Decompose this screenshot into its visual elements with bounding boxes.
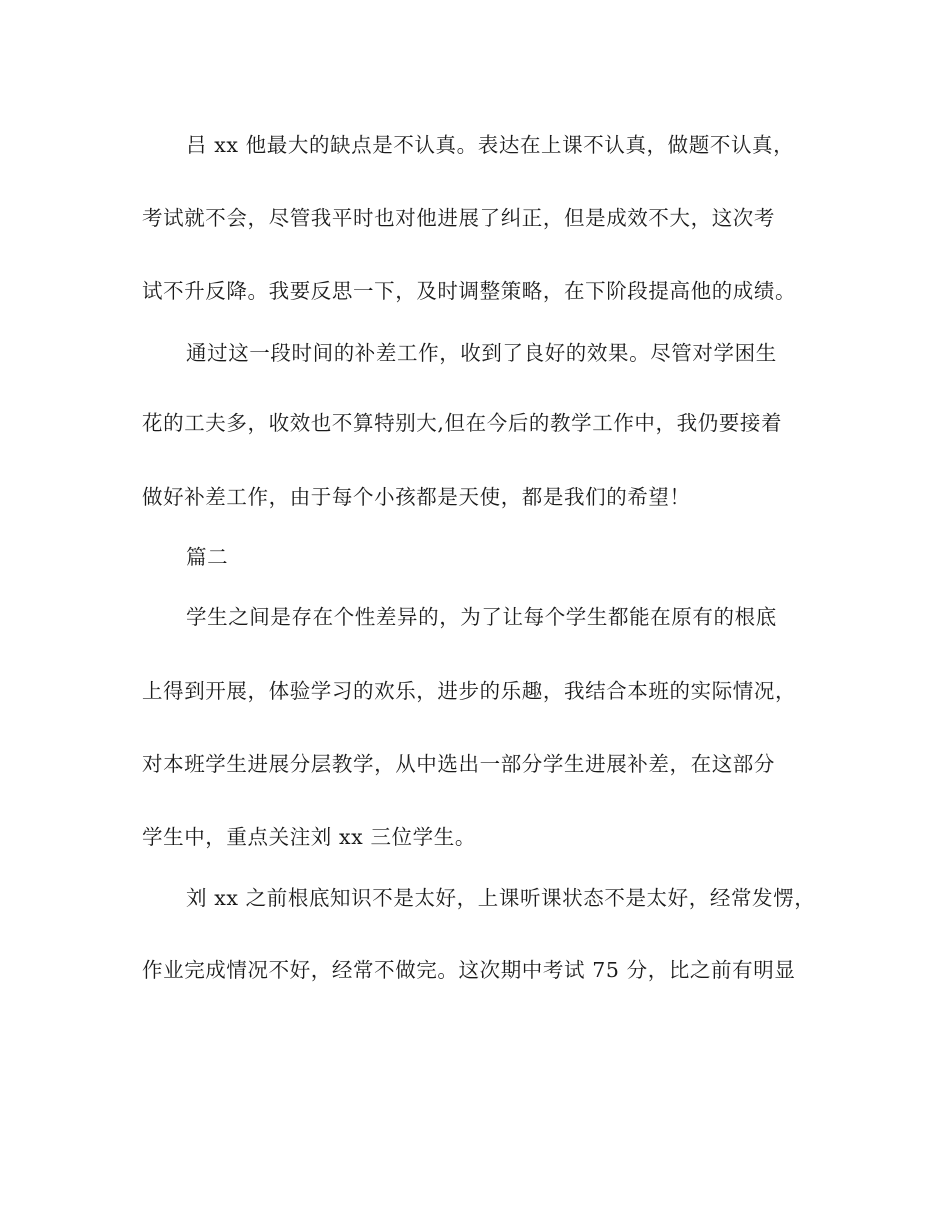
paragraph-line: 花的工夫多，收效也不算特别大,但在今后的教学工作中，我仍要接着 [142,411,783,435]
paragraph-line: 试不升反降。我要反思一下，及时调整策略，在下阶段提高他的成绩。 [142,279,797,303]
paragraph-line: 吕 xx 他最大的缺点是不认真。表达在上课不认真，做题不认真， [186,133,795,157]
paragraph-line: 学生中，重点关注刘 xx 三位学生。 [142,825,476,849]
paragraph-line: 上得到开展，体验学习的欢乐，进步的乐趣，我结合本班的实际情况， [142,679,797,703]
paragraph-line: 通过这一段时间的补差工作，收到了良好的效果。尽管对学困生 [186,341,777,365]
paragraph-line: 刘 xx 之前根底知识不是太好，上课听课状态不是太好，经常发愣， [186,886,816,910]
paragraph-line: 对本班学生进展分层教学，从中选出一部分学生进展补差，在这部分 [142,752,775,776]
paragraph-line: 做好补差工作，由于每个小孩都是天使，都是我们的希望！ [142,485,691,509]
paragraph-line: 作业完成情况不好，经常不做完。这次期中考试 75 分，比之前有明显 [142,958,796,982]
section-heading: 篇二 [186,545,229,569]
paragraph-line: 学生之间是存在个性差异的，为了让每个学生都能在原有的根底 [186,605,777,629]
paragraph-line: 考试就不会，尽管我平时也对他进展了纠正，但是成效不大，这次考 [142,206,775,230]
